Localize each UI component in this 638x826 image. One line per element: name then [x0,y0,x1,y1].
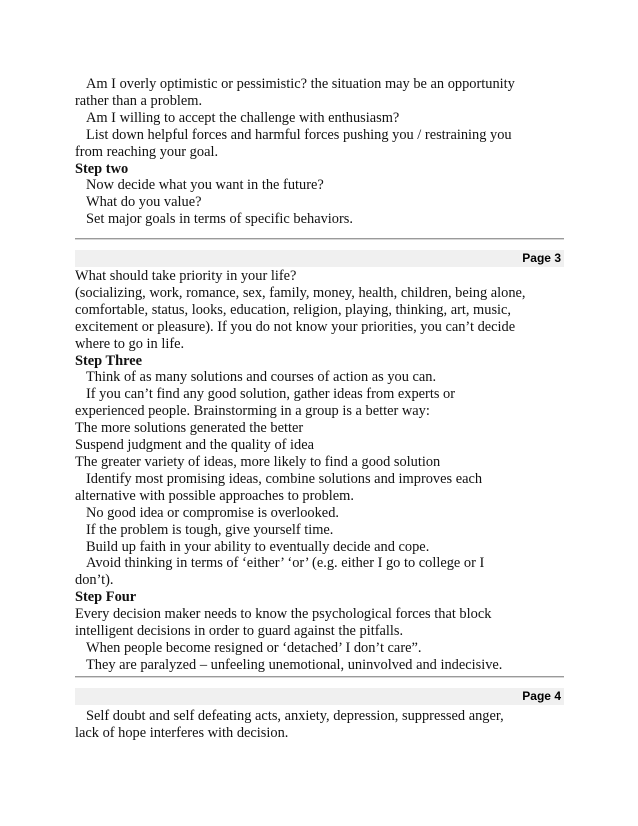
text-line [75,606,545,623]
line-text: where to go in life. [75,335,185,352]
line-text: rather than a problem. [75,92,203,109]
text-line [75,623,545,640]
line-text: What should take priority in your life? [75,268,297,284]
line-text: lack of hope interferes with decision. [75,724,289,741]
line-text: Think of as many solutions and courses of action as you can. [86,369,437,386]
line-text: No good idea or compromise is overlooked. [86,504,339,521]
line-text: Now decide what you want in the future? [86,177,324,194]
line-text: from reaching your goal. [75,143,219,160]
text-line [75,403,545,420]
line-text: intelligent decisions in order to guard against the pitfalls. [75,623,404,640]
text-line [75,302,545,319]
text-line [75,319,545,336]
line-text: Am I overly optimistic or pessimistic? the situation may be an opportunity [86,76,515,92]
bullet-item [75,211,545,228]
bullet-item [75,194,545,211]
bullet-item [75,555,545,572]
line-text: Identify most promising ideas, combine solutions and improves each [86,470,483,487]
text-line [75,725,545,742]
bullet-item [75,471,545,488]
bullet-item [75,539,545,556]
page-number: Page 4 [522,689,561,703]
text-line [75,437,545,454]
bullet-item [75,110,545,127]
text-line [75,144,545,161]
line-text: The more solutions generated the better [75,420,304,437]
line-text: comfortable, status, looks, education, religion, playing, thinking, art, music, [75,301,512,318]
text-line [75,454,545,471]
page-header-bar [75,688,564,705]
line-text: Avoid thinking in terms of ‘either’ ‘or’ (e.g. either I go to college or I [86,555,485,572]
line-text: If the problem is tough, give yourself time. [86,521,334,538]
line-text: Set major goals in terms of specific behaviors. [86,211,353,228]
line-text: If you can’t find any good solution, gather ideas from experts or [86,386,455,403]
line-text: List down helpful forces and harmful forces pushing you / restraining you [86,126,512,143]
line-text: Build up faith in your ability to eventually decide and cope. [86,538,430,555]
line-text: Step Four [75,589,137,606]
text-line [75,268,545,285]
bullet-item [75,708,545,725]
page-divider [75,676,564,678]
text-line [75,285,545,302]
line-text: Step Three [75,352,143,369]
step-heading [75,161,545,178]
bullet-item [75,177,545,194]
bullet-item [75,386,545,403]
line-text: Suspend judgment and the quality of idea [75,437,314,454]
line-text: Step two [75,160,129,177]
line-text: What do you value? [86,194,202,211]
line-text: excitement or pleasure). If you do not know your priorities, you can’t decide [75,318,516,335]
bullet-item [75,657,545,674]
page4-content [75,708,545,742]
page-number: Page 3 [522,251,561,265]
bullet-item [75,505,545,522]
text-line [75,336,545,353]
line-text: When people become resigned or ‘detached’ I don’t care”. [86,639,422,656]
line-text: (socializing, work, romance, sex, family, money, health, children, being alone, [75,284,526,301]
line-text: The greater variety of ideas, more likely to find a good solution [75,453,441,470]
line-text: experienced people. Brainstorming in a group is a better way: [75,403,430,420]
bullet-item [75,522,545,539]
text-line [75,93,545,110]
line-text: Self doubt and self defeating acts, anxiety, depression, suppressed anger, [86,708,504,724]
page-divider [75,238,564,240]
page-header-bar [75,250,564,267]
step-heading [75,589,545,606]
step-heading [75,353,545,370]
bullet-item [75,76,545,93]
bullet-item [75,640,545,657]
page3-content [75,268,545,674]
line-text: Every decision maker needs to know the psychological forces that block [75,606,492,623]
line-text: They are paralyzed – unfeeling unemotional, uninvolved and indecisive. [86,656,503,673]
page2-content [75,76,545,228]
line-text: don’t). [75,572,114,589]
text-line [75,420,545,437]
text-line [75,572,545,589]
line-text: Am I willing to accept the challenge with enthusiasm? [86,109,400,126]
bullet-item [75,369,545,386]
text-line [75,488,545,505]
bullet-item [75,127,545,144]
line-text: alternative with possible approaches to problem. [75,487,354,504]
